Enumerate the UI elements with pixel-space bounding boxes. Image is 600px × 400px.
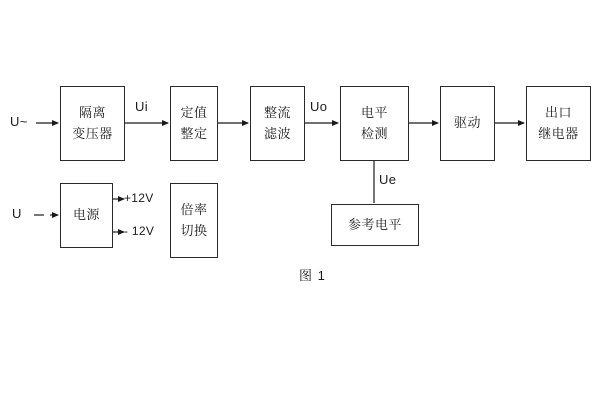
block-fixed-value-setting <box>170 86 218 161</box>
block-line: 定值 <box>180 105 208 121</box>
block-level-detection <box>340 86 409 161</box>
label-plus-12v: +12V <box>124 191 154 205</box>
block-line: 出口 <box>544 105 572 121</box>
label-ui: Ui <box>135 99 148 114</box>
label-uo: Uo <box>310 99 328 114</box>
block-line: 继电器 <box>538 125 579 141</box>
block-line: 倍率 <box>180 202 208 218</box>
block-line: 电平 <box>360 105 388 121</box>
block-isolation-transformer <box>60 86 125 161</box>
block-line: 切换 <box>180 222 208 238</box>
block-drive <box>440 86 495 161</box>
block-line: 参考电平 <box>347 216 402 232</box>
label-input-dc: U <box>12 206 22 221</box>
block-output-relay <box>526 86 591 161</box>
figure-caption: 图 1 <box>299 268 326 283</box>
block-multiplier-switch <box>170 183 218 258</box>
label-ue: Ue <box>379 172 397 187</box>
label-input-ac: U~ <box>10 114 28 129</box>
block-line: 电源 <box>72 207 100 223</box>
block-rectify-filter <box>250 86 305 161</box>
block-line: 驱动 <box>453 115 481 131</box>
block-reference-level <box>331 204 419 246</box>
label-minus-12v: - 12V <box>124 224 155 238</box>
block-line: 检测 <box>360 125 388 141</box>
block-line: 整定 <box>180 125 208 141</box>
block-line: 整流 <box>263 105 291 121</box>
block-line: 隔离 <box>78 105 106 121</box>
block-line: 变压器 <box>72 125 113 141</box>
block-line: 滤波 <box>263 125 291 141</box>
block-power-supply <box>60 183 113 248</box>
